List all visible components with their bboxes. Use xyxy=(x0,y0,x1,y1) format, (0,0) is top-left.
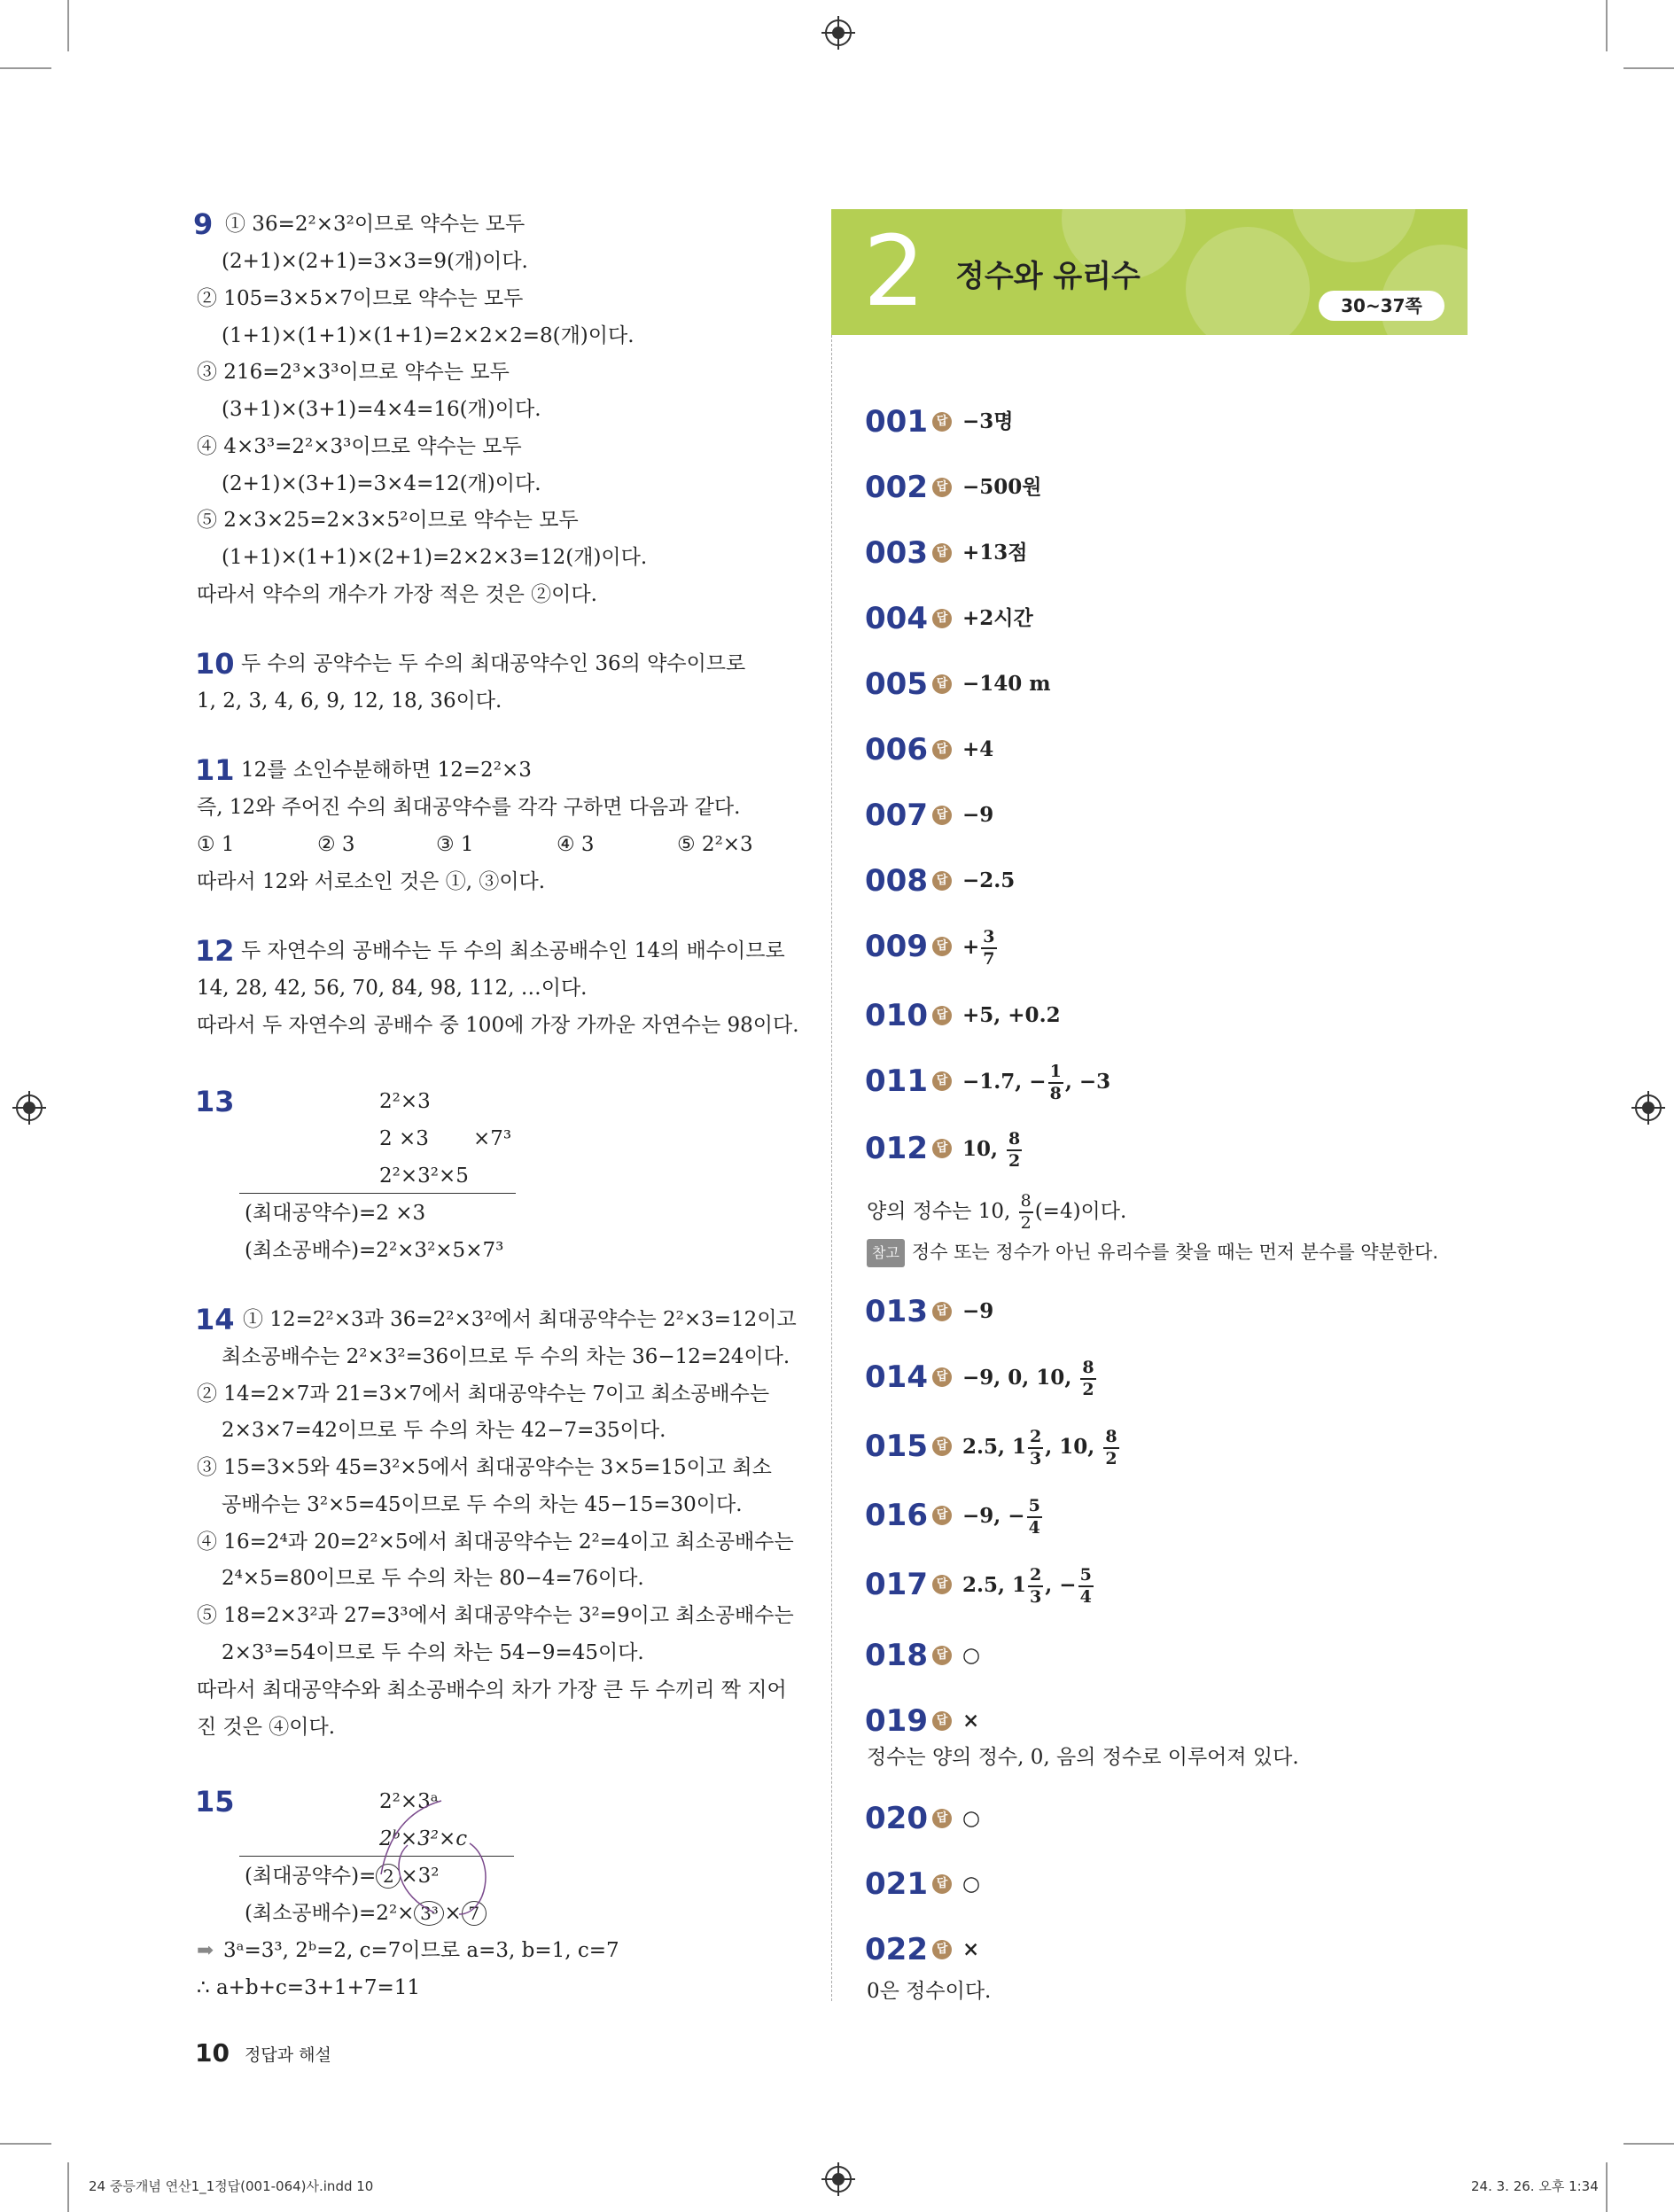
solution-line: 즉, 12와 주어진 수의 최대공약수를 각각 구하면 다음과 같다. xyxy=(197,796,741,819)
answer-text: × xyxy=(962,1709,980,1733)
note-text: 양의 정수는 10, xyxy=(867,1200,1017,1223)
answer-badge-icon: 답 xyxy=(932,1711,952,1731)
answer-badge-icon: 답 xyxy=(932,674,952,694)
answer-number: 012 xyxy=(865,1131,928,1166)
answer-badge-icon: 답 xyxy=(932,1367,952,1387)
tip-badge: 참고 xyxy=(867,1239,905,1267)
answer-number: 010 xyxy=(865,998,928,1033)
solution-line: 따라서 최대공약수와 최소공배수의 차가 가장 큰 두 수끼리 짝 지어 xyxy=(197,1678,787,1702)
answer-number: 004 xyxy=(865,601,928,636)
factor-row: 2²×3²×5 xyxy=(379,1164,469,1188)
answer-text: × xyxy=(962,1937,980,1961)
answer-text: ○ xyxy=(962,1872,981,1896)
trim-mark xyxy=(0,2143,51,2145)
solution-line: ① 36=2²×3²이므로 약수는 모두 xyxy=(225,213,526,236)
answer-number: 008 xyxy=(865,863,928,899)
factor-row: 2²×3ᵃ xyxy=(379,1790,439,1813)
solution-line: 2×3×7=42이므로 두 수의 차는 42−7=35이다. xyxy=(222,1419,666,1442)
note-019: 정수는 양의 정수, 0, 음의 정수로 이루어져 있다. xyxy=(867,1746,1299,1769)
answer-badge-icon: 답 xyxy=(932,1646,952,1665)
tip-note xyxy=(867,1239,1438,1267)
fraction: $\frac{8}{2}$ xyxy=(1020,1191,1032,1233)
answer-badge-icon: 답 xyxy=(932,1139,952,1158)
answer-number: 019 xyxy=(865,1703,928,1739)
fraction: $\frac{8}{2}$ xyxy=(1008,1129,1021,1171)
registration-mark-icon xyxy=(825,19,852,46)
chapter-pages-badge: 30~37쪽 xyxy=(1319,291,1444,321)
solution-line: 1, 2, 3, 4, 6, 9, 12, 18, 36이다. xyxy=(197,689,502,713)
solution-line: ∴ a+b+c=3+1+7=11 xyxy=(197,1976,421,1999)
answer-badge-icon: 답 xyxy=(932,740,952,759)
choice: ⑤ 2²×3 xyxy=(677,833,753,856)
file-slug: 24 중등개념 연산1_1정답(001-064)사.indd 10 xyxy=(89,2178,374,2194)
registration-mark-icon xyxy=(16,1094,43,1121)
page-label: 정답과 해설 xyxy=(245,2045,331,2065)
answer-text: +13점 xyxy=(962,541,1028,565)
solution-line: ③ 216=2³×3³이므로 약수는 모두 xyxy=(197,361,510,384)
trim-mark xyxy=(67,0,69,51)
answer-number: 021 xyxy=(865,1866,928,1902)
circled-factor: 7 xyxy=(462,1901,487,1926)
answer-badge-icon: 답 xyxy=(932,1302,952,1321)
fraction: $\frac{1}{8}$ xyxy=(1049,1062,1062,1103)
solution-line: (1+1)×(1+1)×(2+1)=2×2×3=12(개)이다. xyxy=(222,546,648,569)
fraction: $\frac{5}{4}$ xyxy=(1079,1565,1092,1607)
answer-text: +5, +0.2 xyxy=(962,1003,1061,1027)
times-sign: × xyxy=(444,1902,462,1925)
answer-text: ○ xyxy=(962,1806,981,1830)
circled-factor: 2 xyxy=(376,1864,401,1889)
problem-number: 12 xyxy=(195,934,235,968)
solution-line: 2×3³=54이므로 두 수의 차는 54−9=45이다. xyxy=(222,1641,644,1664)
answer-text: −9 xyxy=(962,803,994,827)
gcd-rest: ×3² xyxy=(401,1865,440,1888)
solution-line: ⑤ 18=2×3²과 27=3³에서 최대공약수는 3²=9이고 최소공배수는 xyxy=(197,1604,794,1627)
solution-line: ⑤ 2×3×25=2×3×5²이므로 약수는 모두 xyxy=(197,509,579,532)
registration-mark-icon xyxy=(1635,1094,1662,1121)
answer-badge-icon: 답 xyxy=(932,1071,952,1091)
answer-number: 002 xyxy=(865,470,928,505)
solution-line: 12를 소인수분해하면 12=2²×3 xyxy=(241,759,532,782)
solution-line: 따라서 두 자연수의 공배수 중 100에 가장 가까운 자연수는 98이다. xyxy=(197,1014,799,1037)
trim-mark xyxy=(1606,0,1608,51)
fraction: $\frac{2}{3}$ xyxy=(1030,1427,1042,1468)
factor-row: ×7³ xyxy=(473,1127,512,1150)
solution-line: 최소공배수는 2²×3²=36이므로 두 수의 차는 36−12=24이다. xyxy=(222,1345,790,1368)
lcm-result: (최소공배수)=2²×3²×5×7³ xyxy=(245,1239,504,1262)
answer-number: 001 xyxy=(865,404,928,440)
choice: ① 1 xyxy=(197,833,235,856)
solution-line: 공배수는 3²×5=45이므로 두 수의 차는 45−15=30이다. xyxy=(222,1493,743,1516)
answer-badge-icon: 답 xyxy=(932,609,952,628)
choice: ③ 1 xyxy=(436,833,474,856)
chapter-header xyxy=(831,209,1468,335)
answer-number: 014 xyxy=(865,1359,928,1395)
solution-line: (2+1)×(3+1)=3×4=12(개)이다. xyxy=(222,472,541,495)
answer-number: 005 xyxy=(865,666,928,702)
solution-line: 진 것은 ④이다. xyxy=(197,1716,336,1739)
answer-badge-icon: 답 xyxy=(932,1506,952,1525)
registration-mark-icon xyxy=(825,2166,852,2193)
answer-badge-icon: 답 xyxy=(932,1006,952,1025)
problem-number: 13 xyxy=(195,1085,235,1118)
answer-badge-icon: 답 xyxy=(932,1437,952,1456)
answer-text: −9, − $\frac{5}{4}$ xyxy=(962,1496,1040,1538)
answer-text: +4 xyxy=(962,737,994,761)
answer-number: 018 xyxy=(865,1638,928,1673)
trim-mark xyxy=(1623,67,1674,69)
answer-number: 020 xyxy=(865,1801,928,1836)
solution-line: 2⁴×5=80이므로 두 수의 차는 80−4=76이다. xyxy=(222,1567,644,1590)
fraction: $\frac{5}{4}$ xyxy=(1028,1496,1040,1538)
answer-text: −3명 xyxy=(962,409,1014,433)
answer-number: 015 xyxy=(865,1429,928,1464)
solution-line: 따라서 12와 서로소인 것은 ①, ③이다. xyxy=(197,870,546,893)
solution-line: ④ 4×3³=2²×3³이므로 약수는 모두 xyxy=(197,435,522,458)
trim-mark xyxy=(0,67,51,69)
column-divider xyxy=(831,335,833,2001)
factor-row: 2ᵇ×3²×c xyxy=(379,1827,468,1850)
fraction: $\frac{8}{2}$ xyxy=(1105,1427,1117,1468)
solution-line: ④ 16=2⁴과 20=2²×5에서 최대공약수는 2²=4이고 최소공배수는 xyxy=(197,1530,794,1554)
solution-line: (3+1)×(3+1)=4×4=16(개)이다. xyxy=(222,398,541,421)
fraction: $\frac{2}{3}$ xyxy=(1030,1565,1042,1607)
solution-line: 따라서 약수의 개수가 가장 적은 것은 ②이다. xyxy=(197,583,597,606)
answer-number: 017 xyxy=(865,1567,928,1602)
solution-line: 14, 28, 42, 56, 70, 84, 98, 112, …이다. xyxy=(197,977,588,1000)
trim-mark xyxy=(67,2162,69,2212)
gcd-label: (최대공약수)= xyxy=(245,1865,377,1888)
answer-text: −140 m xyxy=(962,672,1051,696)
arrow-icon: ➡ xyxy=(197,1939,214,1962)
answer-badge-icon: 답 xyxy=(932,1575,952,1594)
trim-mark xyxy=(1606,2162,1608,2212)
answer-badge-icon: 답 xyxy=(932,1874,952,1894)
answer-badge-icon: 답 xyxy=(932,871,952,891)
page-number: 10 xyxy=(195,2038,230,2068)
solution-line: 두 자연수의 공배수는 두 수의 최소공배수인 14의 배수이므로 xyxy=(241,939,785,962)
answer-number: 013 xyxy=(865,1294,928,1329)
answer-number: 006 xyxy=(865,732,928,767)
solution-line: ② 14=2×7과 21=3×7에서 최대공약수는 7이고 최소공배수는 xyxy=(197,1382,770,1406)
choice: ④ 3 xyxy=(557,833,595,856)
trim-mark xyxy=(1623,2143,1674,2145)
gcd-result: (최대공약수)=2 ×3 xyxy=(245,1202,426,1225)
answer-text: +2시간 xyxy=(962,606,1033,630)
note-022: 0은 정수이다. xyxy=(867,1980,992,2003)
solution-line: 두 수의 공약수는 두 수의 최대공약수인 36의 약수이므로 xyxy=(241,652,746,675)
choice: ② 3 xyxy=(317,833,355,856)
answer-number: 003 xyxy=(865,535,928,571)
answer-text: + $\frac{3}{7}$ xyxy=(962,927,995,969)
note-012 xyxy=(867,1193,1126,1232)
answer-badge-icon: 답 xyxy=(932,412,952,432)
answer-number: 009 xyxy=(865,929,928,964)
divider-line xyxy=(239,1193,516,1194)
problem-number: 14 xyxy=(195,1303,235,1336)
problem-number: 9 xyxy=(193,207,214,241)
answer-number: 022 xyxy=(865,1932,928,1967)
tip-text: 정수 또는 정수가 아닌 유리수를 찾을 때는 먼저 분수를 약분한다. xyxy=(911,1242,1439,1263)
solution-line: ② 105=3×5×7이므로 약수는 모두 xyxy=(197,287,524,310)
answer-badge-icon: 답 xyxy=(932,806,952,825)
answer-text: −1.7, − $\frac{1}{8}$ , −3 xyxy=(962,1062,1111,1103)
answer-number: 011 xyxy=(865,1063,928,1099)
answer-badge-icon: 답 xyxy=(932,937,952,956)
matching-arrows xyxy=(354,1781,496,1923)
answer-number: 007 xyxy=(865,798,928,833)
answer-text: −9, 0, 10, $\frac{8}{2}$ xyxy=(962,1358,1094,1399)
chapter-number: 2 xyxy=(863,214,925,328)
factor-row: 2 ×3 xyxy=(379,1127,429,1150)
lcm-label: (최소공배수)=2²× xyxy=(245,1902,415,1925)
problem-number: 10 xyxy=(195,647,235,681)
factor-row: 2²×3 xyxy=(379,1090,431,1113)
fraction: $\frac{8}{2}$ xyxy=(1082,1358,1094,1399)
answer-badge-icon: 답 xyxy=(932,1809,952,1828)
answer-badge-icon: 답 xyxy=(932,543,952,563)
answer-text: 10, $\frac{8}{2}$ xyxy=(962,1129,1021,1171)
problem-number: 11 xyxy=(195,753,235,787)
answer-number: 016 xyxy=(865,1498,928,1533)
answer-badge-icon: 답 xyxy=(932,478,952,497)
solution-line: 3ᵃ=3³, 2ᵇ=2, c=7이므로 a=3, b=1, c=7 xyxy=(223,1939,619,1962)
answer-text: 2.5, 1 $\frac{2}{3}$ , 10, $\frac{8}{2}$ xyxy=(962,1427,1117,1468)
problem-number: 15 xyxy=(195,1785,235,1819)
answer-text: −2.5 xyxy=(962,868,1016,892)
solution-line: (2+1)×(2+1)=3×3=9(개)이다. xyxy=(222,250,528,273)
answer-text: −9 xyxy=(962,1299,994,1323)
circled-factor: 3³ xyxy=(414,1901,444,1926)
fraction: $\frac{3}{7}$ xyxy=(983,927,995,969)
date-slug: 24. 3. 26. 오후 1:34 xyxy=(1471,2178,1599,2194)
answer-text: −500원 xyxy=(962,475,1042,499)
answer-text: ○ xyxy=(962,1643,981,1667)
note-text: (=4)이다. xyxy=(1034,1200,1127,1223)
answer-badge-icon: 답 xyxy=(932,1940,952,1959)
solution-line: ① 12=2²×3과 36=2²×3²에서 최대공약수는 2²×3=12이고 xyxy=(243,1308,797,1331)
chapter-title: 정수와 유리수 xyxy=(955,259,1141,294)
solution-line: ③ 15=3×5와 45=3²×5에서 최대공약수는 3×5=15이고 최소 xyxy=(197,1456,772,1479)
answer-text: 2.5, 1 $\frac{2}{3}$ , − $\frac{5}{4}$ xyxy=(962,1565,1092,1607)
solution-line: (1+1)×(1+1)×(1+1)=2×2×2=8(개)이다. xyxy=(222,324,635,347)
